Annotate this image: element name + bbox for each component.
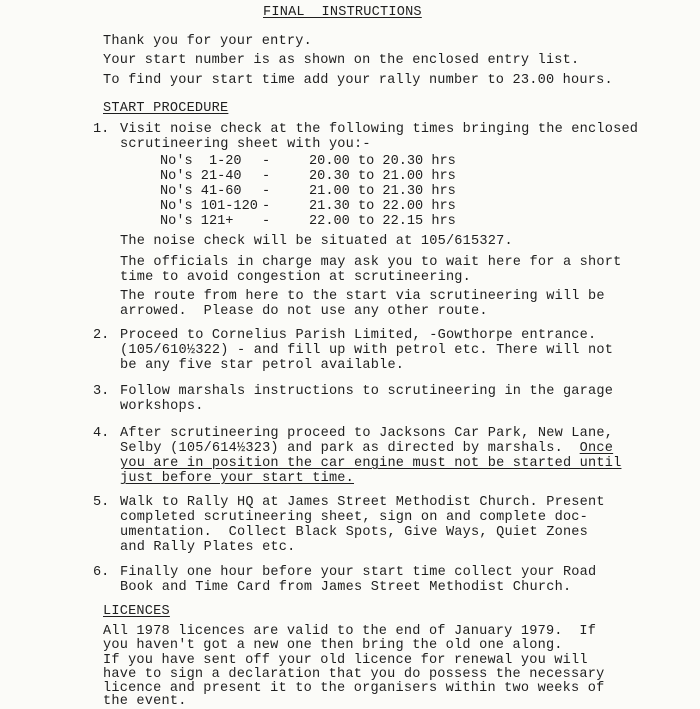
schedule-row-time: 21.00 to 21.30 hrs (309, 184, 456, 199)
item-6-line-1: Finally one hour before your start time collect your Road (120, 565, 597, 580)
item-1-note-3-line-1: The route from here to the start via scrutineering will be (120, 289, 605, 304)
item-3-line-1: Follow marshals instructions to scrutineering in the garage (120, 384, 614, 399)
item-5-line-3: umentation. Collect Black Spots, Give Ways, Quiet Zones (120, 525, 589, 540)
schedule-row-nos: No's 121+ (160, 214, 234, 229)
schedule-row-dash: - (262, 199, 271, 214)
licences-line-1: All 1978 licences are valid to the end of January 1979. If (103, 624, 597, 639)
item-5-line-4: and Rally Plates etc. (120, 540, 296, 555)
item-4-line-2-text: Selby (105/614½323) and park as directed by marshals. (120, 441, 580, 456)
schedule-row-nos: No's 41-60 (160, 184, 242, 199)
schedule-row-time: 21.30 to 22.00 hrs (309, 199, 456, 214)
item-5-number: 5. (93, 495, 110, 510)
licences-line-4: have to sign a declaration that you do possess the necessary (103, 667, 605, 682)
item-4-line-2 (120, 441, 613, 456)
schedule-row-nos: No's 101-120 (160, 199, 258, 214)
schedule-row-time: 20.00 to 20.30 hrs (309, 154, 456, 169)
item-2-line-3: be any five star petrol available. (120, 358, 405, 373)
item-2-line-2: (105/610½322) - and fill up with petrol etc. There will not (120, 343, 614, 358)
schedule-row-time: 22.00 to 22.15 hrs (309, 214, 456, 229)
item-3-line-2: workshops. (120, 399, 204, 414)
item-5-line-2: completed scrutineering sheet, sign on and complete doc- (120, 510, 589, 525)
item-1-number: 1. (93, 122, 110, 137)
schedule-row-nos: No's 21-40 (160, 169, 242, 184)
licences-line-2: you haven't got a new one then bring the old one along. (103, 638, 563, 653)
start-procedure-heading: START PROCEDURE (103, 101, 229, 116)
schedule-row-time: 20.30 to 21.00 hrs (309, 169, 456, 184)
licences-heading: LICENCES (103, 604, 170, 619)
licences-line-5: licence and present it to the organisers within two weeks of (103, 681, 605, 696)
item-4-line-3: you are in position the car engine must not be started until (120, 456, 622, 471)
item-1-note-2-line-1: The officials in charge may ask you to wait here for a short (120, 255, 622, 270)
item-6-line-2: Book and Time Card from James Street Methodist Church. (120, 580, 572, 595)
schedule-row-dash: - (262, 214, 271, 229)
schedule-row-dash: - (262, 184, 271, 199)
schedule-row-nos: No's 1-20 (160, 154, 242, 169)
item-4-number: 4. (93, 426, 110, 441)
schedule-row-dash: - (262, 154, 271, 169)
intro-line-1: Thank you for your entry. (103, 34, 312, 49)
schedule-row-dash: - (262, 169, 271, 184)
item-1-line-1: Visit noise check at the following times bringing the enclosed (120, 122, 639, 137)
item-4-emphasis-start: Once (579, 441, 614, 456)
item-1-note-3-line-2: arrowed. Please do not use any other route. (120, 304, 488, 319)
page-title: FINAL INSTRUCTIONS (263, 5, 422, 20)
item-1-note-2-line-2: time to avoid congestion at scrutineering. (120, 270, 472, 285)
item-3-number: 3. (93, 384, 110, 399)
item-5-line-1: Walk to Rally HQ at James Street Methodist Church. Present (120, 495, 605, 510)
item-2-number: 2. (93, 328, 110, 343)
licences-line-3: If you have sent off your old licence for renewal you will (103, 653, 588, 668)
intro-line-2: Your start number is as shown on the enclosed entry list. (103, 53, 580, 68)
licences-line-6: the event. (103, 694, 187, 709)
item-6-number: 6. (93, 565, 110, 580)
item-1-note-1: The noise check will be situated at 105/615327. (120, 234, 513, 249)
intro-line-3: To find your start time add your rally number to 23.00 hours. (103, 73, 613, 88)
item-1-line-2: scrutineering sheet with you:- (120, 137, 371, 152)
item-4-line-4: just before your start time. (120, 471, 355, 486)
item-4-line-1: After scrutineering proceed to Jacksons Car Park, New Lane, (120, 426, 614, 441)
item-2-line-1: Proceed to Cornelius Parish Limited, -Gowthorpe entrance. (120, 328, 597, 343)
